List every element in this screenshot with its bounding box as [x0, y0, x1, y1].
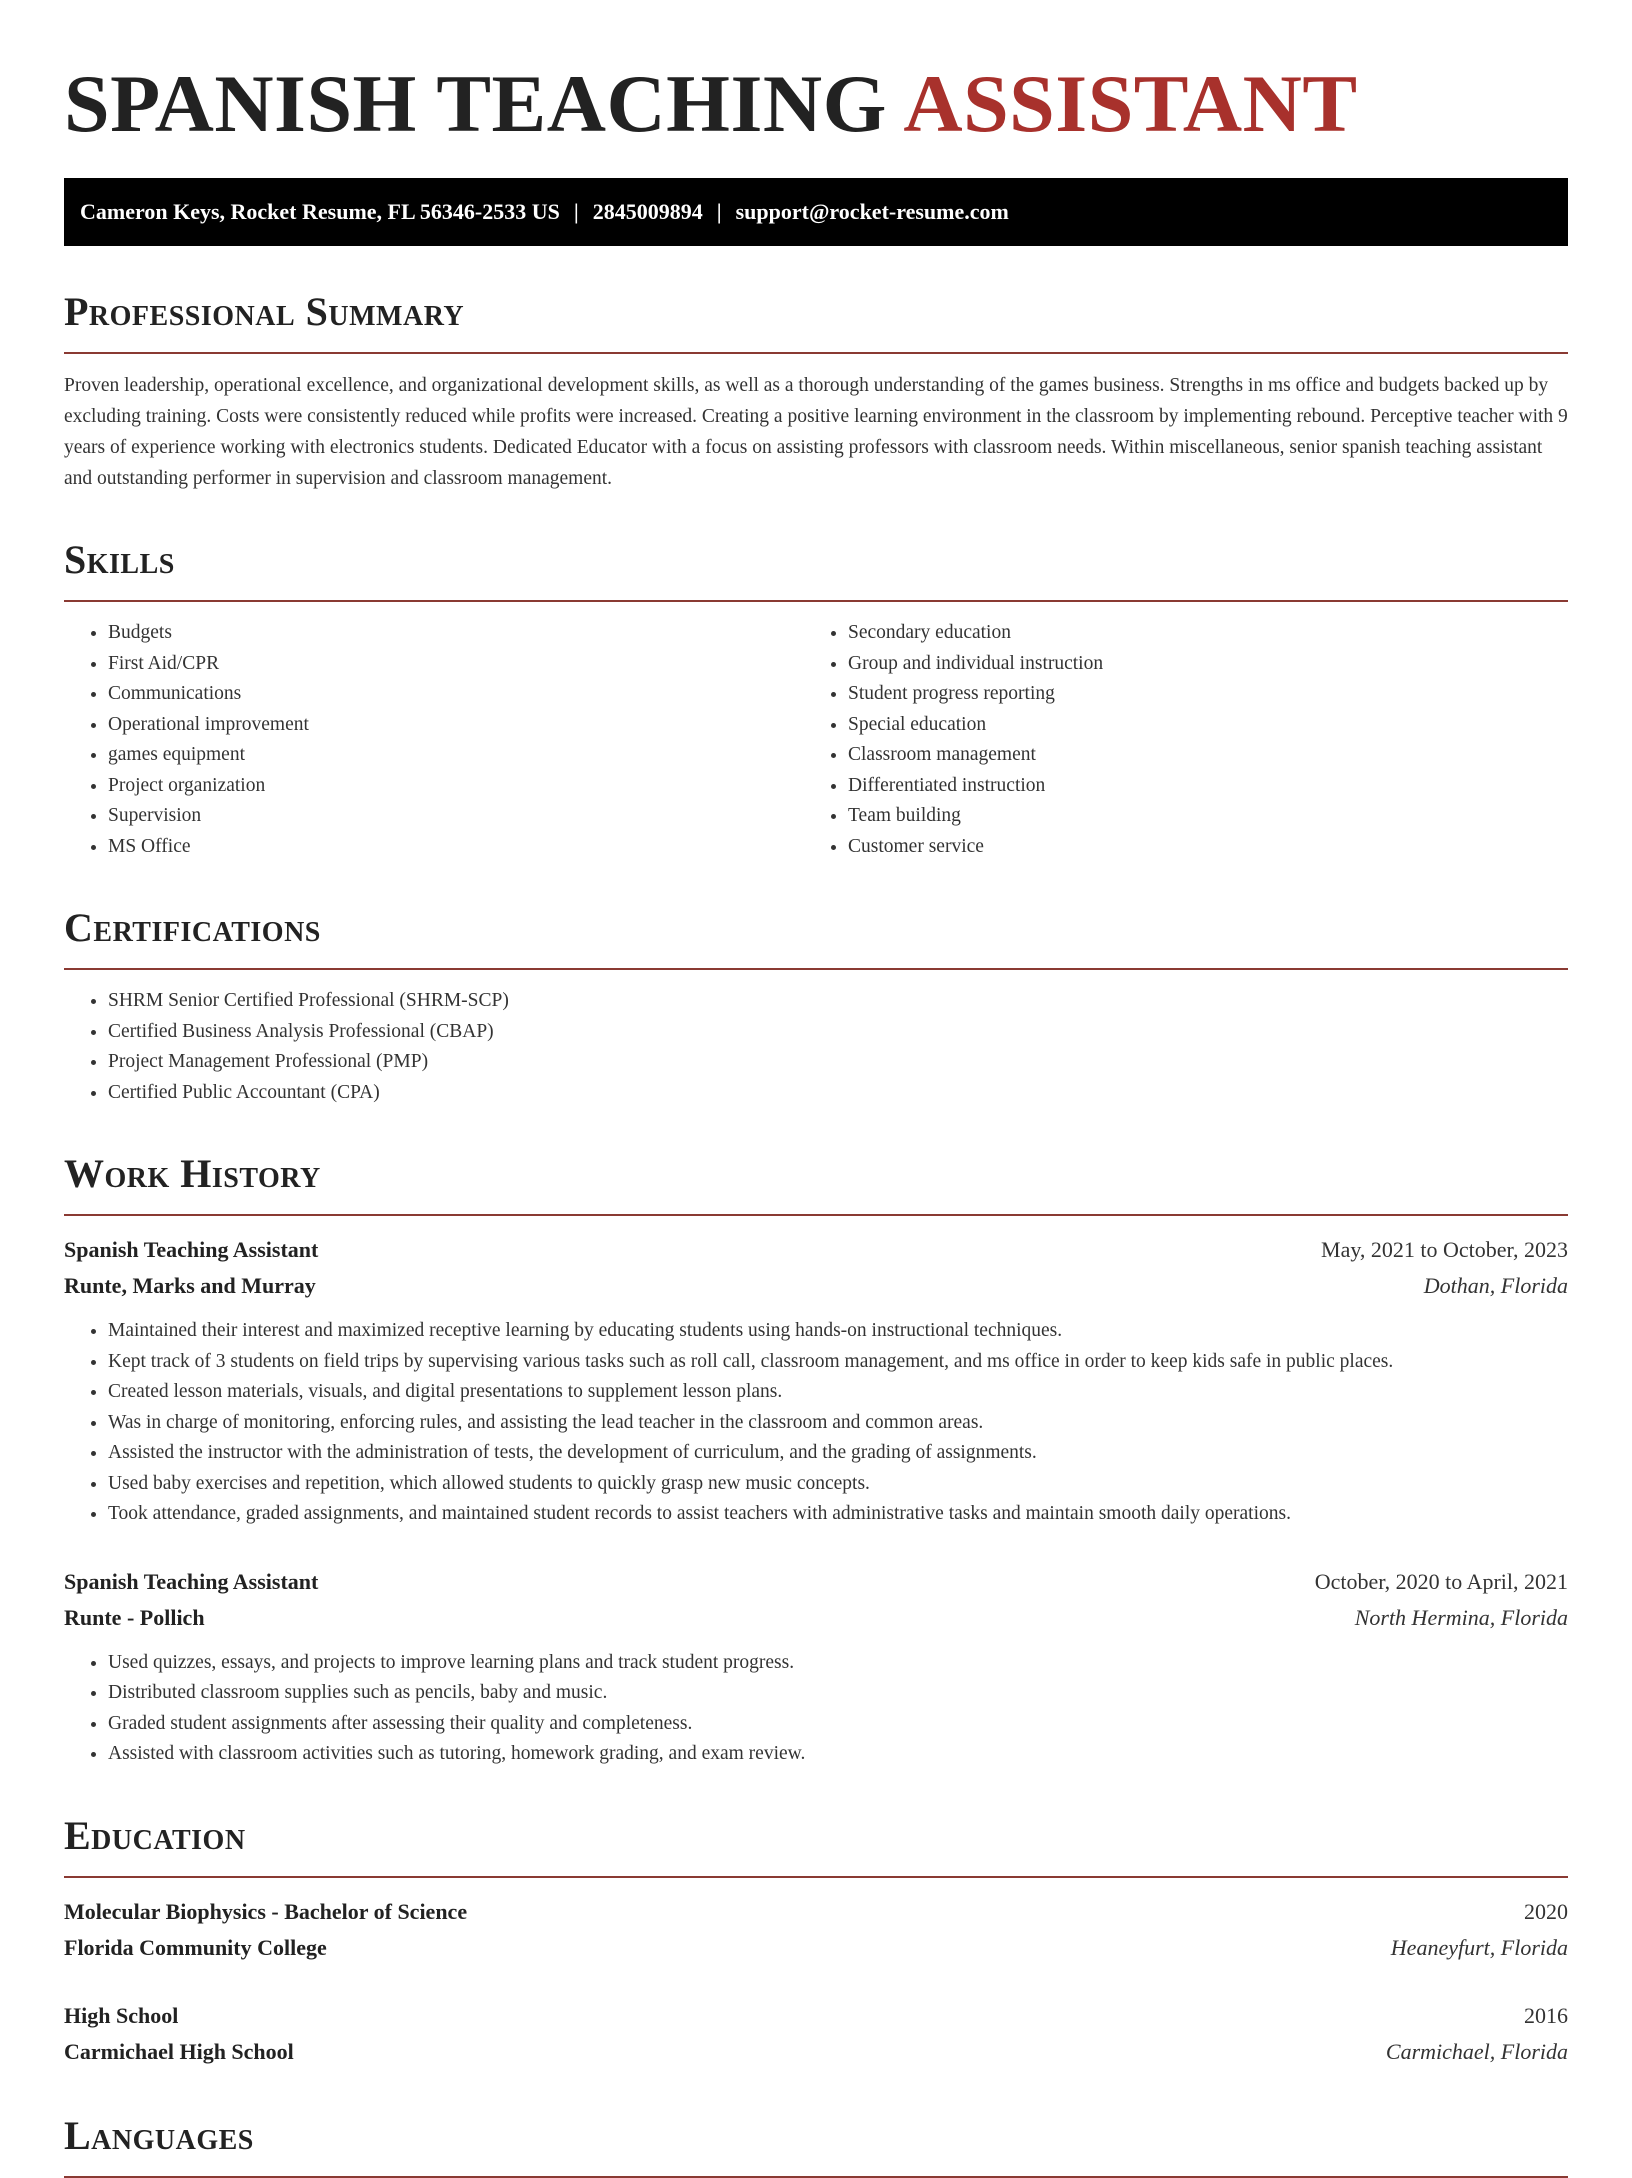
skill-item: • Group and individual instruction [848, 649, 1544, 680]
job-duties-list [64, 1648, 1568, 1770]
skills-heading: Skills [64, 536, 1568, 602]
resume-page [64, 0, 1568, 2178]
education-school-row [64, 2034, 1568, 2070]
education-entry [64, 1894, 1568, 1966]
certification-item: • SHRM Senior Certified Professional (SHRM-SCP) [108, 986, 1568, 1017]
certification-item: • Certified Business Analysis Professional (CBAP) [108, 1017, 1568, 1048]
contact-separator: | [573, 199, 579, 224]
skill-item: • MS Office [108, 832, 804, 863]
job-location: North Hermina, Florida [1354, 1604, 1568, 1630]
education-degree: High School [64, 2002, 179, 2028]
skills-section [64, 536, 1568, 862]
certifications-list [64, 986, 1568, 1108]
skill-item: • Supervision [108, 801, 804, 832]
education-degree-row [64, 1894, 1568, 1930]
languages-heading: Languages [64, 2112, 1568, 2178]
job-duty: • Took attendance, graded assignments, and maintained student records to assist teachers with administrative tasks and maintain smooth daily operations. [108, 1499, 1568, 1530]
contact-separator: | [716, 199, 722, 224]
job-role: Spanish Teaching Assistant [64, 1237, 319, 1262]
job-company-row [64, 1268, 1568, 1304]
contact-bar [64, 178, 1568, 246]
education-degree-row [64, 1998, 1568, 2034]
job-duty: • Created lesson materials, visuals, and digital presentations to supplement lesson plans. [108, 1377, 1568, 1408]
contact-email: support@rocket-resume.com [735, 199, 1009, 224]
skill-item: • Budgets [108, 618, 804, 649]
skill-item: • games equipment [108, 740, 804, 771]
education-section [64, 1812, 1568, 2070]
skill-item: • Secondary education [848, 618, 1544, 649]
education-school-row [64, 1930, 1568, 1966]
work-history-section [64, 1150, 1568, 1770]
job-header-row [64, 1564, 1568, 1600]
skill-item: • Differentiated instruction [848, 771, 1544, 802]
summary-section [64, 288, 1568, 494]
skills-list-right [804, 618, 1544, 862]
job-duties-list [64, 1316, 1568, 1530]
job-company: Runte - Pollich [64, 1604, 205, 1630]
job-duty: • Used baby exercises and repetition, which allowed students to quickly grasp new music concepts. [108, 1469, 1568, 1500]
job-company-row [64, 1600, 1568, 1636]
job-duty: • Distributed classroom supplies such as pencils, baby and music. [108, 1678, 1568, 1709]
job-role: Spanish Teaching Assistant [64, 1568, 319, 1594]
education-location: Heaneyfurt, Florida [1390, 1934, 1568, 1960]
summary-heading: Professional Summary [64, 288, 1568, 354]
job-duty: • Kept track of 3 students on field trips by supervising various tasks such as roll call, classroom management, and ms office in order to keep kids safe in public places. [108, 1347, 1568, 1378]
skill-item: • Operational improvement [108, 710, 804, 741]
resume-title [64, 0, 1568, 152]
job-company: Runte, Marks and Murray [64, 1273, 316, 1298]
job-entry [64, 1564, 1568, 1770]
job-duty: • Graded student assignments after assessing their quality and completeness. [108, 1709, 1568, 1740]
contact-address: Cameron Keys, Rocket Resume, FL 56346-2533 US [80, 199, 560, 224]
skill-item: • Special education [848, 710, 1544, 741]
job-entry [64, 1232, 1568, 1530]
education-year: 2016 [1524, 2002, 1568, 2028]
job-dates: October, 2020 to April, 2021 [1314, 1568, 1568, 1594]
job-dates: May, 2021 to October, 2023 [1321, 1237, 1568, 1262]
summary-text: Proven leadership, operational excellence, and organizational development skills, as well as a thorough understanding of the games business. Strengths in ms office and budgets backed up by excluding training. Costs were consistently reduced while profits were increased. Creating a positive learning environment in the classroom by implementing rebound. Perceptive teacher with 9 years of experience working with electronics students. Dedicated Educator with a focus on assisting professors with classroom needs. Within miscellaneous, senior spanish teaching assistant and outstanding performer in supervision and classroom management. [64, 375, 1568, 489]
education-school: Carmichael High School [64, 2038, 294, 2064]
job-duty: • Was in charge of monitoring, enforcing rules, and assisting the lead teacher in the classroom and common areas. [108, 1408, 1568, 1439]
certification-item: • Project Management Professional (PMP) [108, 1047, 1568, 1078]
skill-item: • Communications [108, 679, 804, 710]
job-header-row [64, 1232, 1568, 1268]
education-location: Carmichael, Florida [1385, 2038, 1568, 2064]
education-year: 2020 [1524, 1898, 1568, 1924]
languages-section [64, 2112, 1568, 2178]
job-duty: • Assisted with classroom activities such as tutoring, homework grading, and exam review. [108, 1739, 1568, 1770]
certification-item: • Certified Public Accountant (CPA) [108, 1078, 1568, 1109]
skill-item: • Classroom management [848, 740, 1544, 771]
skills-list-left [64, 618, 804, 862]
job-location: Dothan, Florida [1423, 1273, 1568, 1298]
skill-item: • Student progress reporting [848, 679, 1544, 710]
skills-columns [64, 618, 1568, 862]
title-accent: ASSISTANT [903, 58, 1358, 149]
education-school: Florida Community College [64, 1934, 327, 1960]
work-history-heading: Work History [64, 1150, 1568, 1216]
job-duty: • Used quizzes, essays, and projects to improve learning plans and track student progress. [108, 1648, 1568, 1679]
job-duty: • Assisted the instructor with the administration of tests, the development of curriculum, and the grading of assignments. [108, 1438, 1568, 1469]
certifications-heading: Certifications [64, 904, 1568, 970]
education-heading: Education [64, 1812, 1568, 1878]
skill-item: • Customer service [848, 832, 1544, 863]
certifications-section [64, 904, 1568, 1108]
education-entry [64, 1998, 1568, 2070]
education-degree: Molecular Biophysics - Bachelor of Science [64, 1898, 468, 1924]
job-duty: • Maintained their interest and maximized receptive learning by educating students using hands-on instructional techniques. [108, 1316, 1568, 1347]
skill-item: • Project organization [108, 771, 804, 802]
contact-phone: 2845009894 [592, 199, 703, 224]
skill-item: • First Aid/CPR [108, 649, 804, 680]
skill-item: • Team building [848, 801, 1544, 832]
title-main: SPANISH TEACHING [64, 58, 904, 149]
